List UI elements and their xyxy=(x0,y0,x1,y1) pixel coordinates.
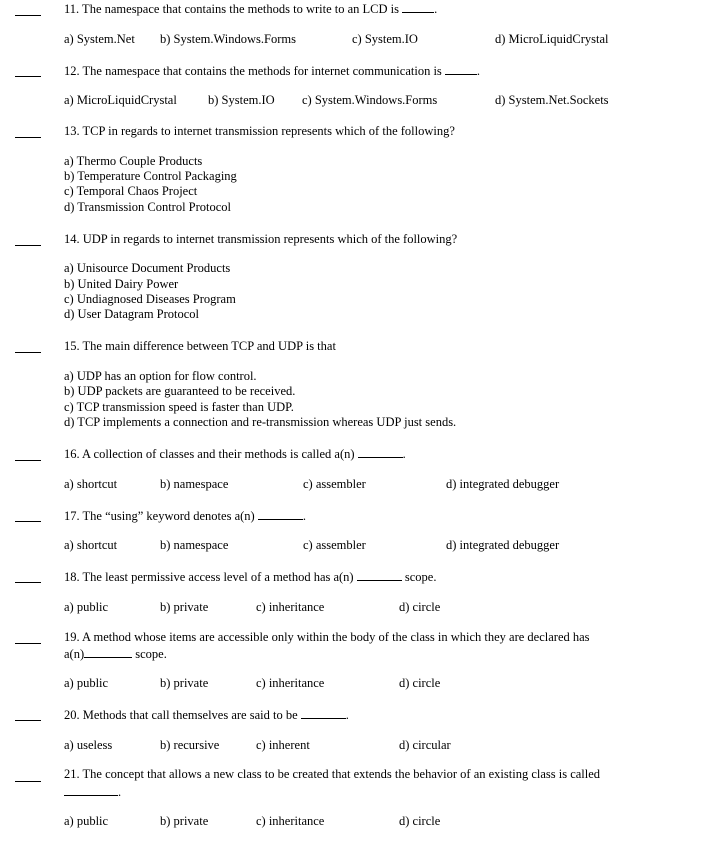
answer-blank xyxy=(15,781,41,782)
question-text: 18. The least permissive access level of a method has a(n) xyxy=(64,570,354,584)
option: d) System.Net.Sockets xyxy=(495,93,609,107)
question-end: scope. xyxy=(135,647,167,661)
option: d) MicroLiquidCrystal xyxy=(495,32,609,46)
question-text: 12. The namespace that contains the methods for internet communication is xyxy=(64,64,442,78)
option: d) integrated debugger xyxy=(446,538,560,552)
fill-blank xyxy=(358,446,403,458)
option: d) User Datagram Protocol xyxy=(64,307,200,321)
fill-blank xyxy=(64,784,118,796)
option: a) public xyxy=(64,814,109,828)
option: b) Temperature Control Packaging xyxy=(64,169,237,183)
option: b) private xyxy=(160,676,209,690)
question-stem: 14. UDP in regards to internet transmission represents which of the following? xyxy=(64,232,458,246)
option: c) inherent xyxy=(256,738,310,752)
question-stem xyxy=(64,707,349,723)
option: c) assembler xyxy=(303,538,366,552)
question-text: 16. A collection of classes and their methods is called a(n) xyxy=(64,447,355,461)
question-end: . xyxy=(302,509,306,523)
option: a) shortcut xyxy=(64,538,118,552)
question-stem: 15. The main difference between TCP and UDP is that xyxy=(64,339,336,353)
option: a) System.Net xyxy=(64,32,135,46)
option: b) namespace xyxy=(160,538,229,552)
answer-blank xyxy=(15,460,41,461)
question-end: scope. xyxy=(404,570,437,584)
question-stem: 13. TCP in regards to internet transmission represents which of the following? xyxy=(64,124,455,138)
option: c) Temporal Chaos Project xyxy=(64,184,198,198)
answer-blank xyxy=(15,521,41,522)
answer-blank xyxy=(15,15,41,16)
question-end: . xyxy=(345,708,349,722)
option: a) shortcut xyxy=(64,477,118,491)
option: a) MicroLiquidCrystal xyxy=(64,93,177,107)
question-stem xyxy=(64,446,406,462)
question-stem: 21. The concept that allows a new class to be created that extends the behavior of an existing class is called xyxy=(64,767,601,781)
option: b) private xyxy=(160,600,209,614)
question-stem: 19. A method whose items are accessible only within the body of the class in which they are declared has xyxy=(64,630,590,644)
option: c) System.IO xyxy=(352,32,418,46)
question-stem xyxy=(64,1,437,17)
option: b) recursive xyxy=(160,738,220,752)
question-end: . xyxy=(476,64,481,78)
question-text: 20. Methods that call themselves are said to be xyxy=(64,708,298,722)
answer-blank xyxy=(15,352,41,353)
question-stem xyxy=(64,508,306,524)
answer-blank xyxy=(15,643,41,644)
question-text: 17. The “using” keyword denotes a(n) xyxy=(64,509,255,523)
option: c) Undiagnosed Diseases Program xyxy=(64,292,236,306)
option: a) Unisource Document Products xyxy=(64,261,231,275)
option: d) circle xyxy=(399,600,441,614)
answer-blank xyxy=(15,245,41,246)
question-stem-line2 xyxy=(64,646,167,662)
option: b) System.Windows.Forms xyxy=(160,32,296,46)
option: a) Thermo Couple Products xyxy=(64,154,203,168)
fill-blank xyxy=(402,1,434,13)
fill-blank xyxy=(357,569,402,581)
answer-blank xyxy=(15,76,41,77)
option: c) inheritance xyxy=(256,600,325,614)
question-end: . xyxy=(402,447,406,461)
question-stem-line2 xyxy=(64,784,121,800)
option: b) private xyxy=(160,814,209,828)
option: d) integrated debugger xyxy=(446,477,560,491)
option: b) namespace xyxy=(160,477,229,491)
question-end: . xyxy=(118,785,122,799)
fill-blank xyxy=(445,63,477,75)
option: a) public xyxy=(64,676,109,690)
option: b) United Dairy Power xyxy=(64,277,179,291)
option: c) TCP transmission speed is faster than UDP. xyxy=(64,400,294,414)
option: d) TCP implements a connection and re-transmission whereas UDP just sends. xyxy=(64,415,457,429)
option: d) circle xyxy=(399,814,441,828)
option: d) Transmission Control Protocol xyxy=(64,200,232,214)
option: c) System.Windows.Forms xyxy=(302,93,438,107)
question-text: 11. The namespace that contains the methods to write to an LCD is xyxy=(64,2,399,16)
question-end: . xyxy=(434,2,438,16)
answer-blank xyxy=(15,582,41,583)
option: a) public xyxy=(64,600,109,614)
answer-blank xyxy=(15,137,41,138)
option: d) circle xyxy=(399,676,441,690)
answer-blank xyxy=(15,720,41,721)
option: a) UDP has an option for flow control. xyxy=(64,369,257,383)
option: b) UDP packets are guaranteed to be received. xyxy=(64,384,296,398)
option: d) circular xyxy=(399,738,451,752)
fill-blank xyxy=(301,707,346,719)
question-stem xyxy=(64,569,436,585)
question-stem xyxy=(64,63,480,79)
fill-blank xyxy=(258,508,303,520)
option: c) assembler xyxy=(303,477,366,491)
option: a) useless xyxy=(64,738,113,752)
option: c) inheritance xyxy=(256,676,325,690)
fill-blank xyxy=(84,646,132,658)
question-text: a(n) xyxy=(64,647,85,661)
option: b) System.IO xyxy=(208,93,275,107)
option: c) inheritance xyxy=(256,814,325,828)
